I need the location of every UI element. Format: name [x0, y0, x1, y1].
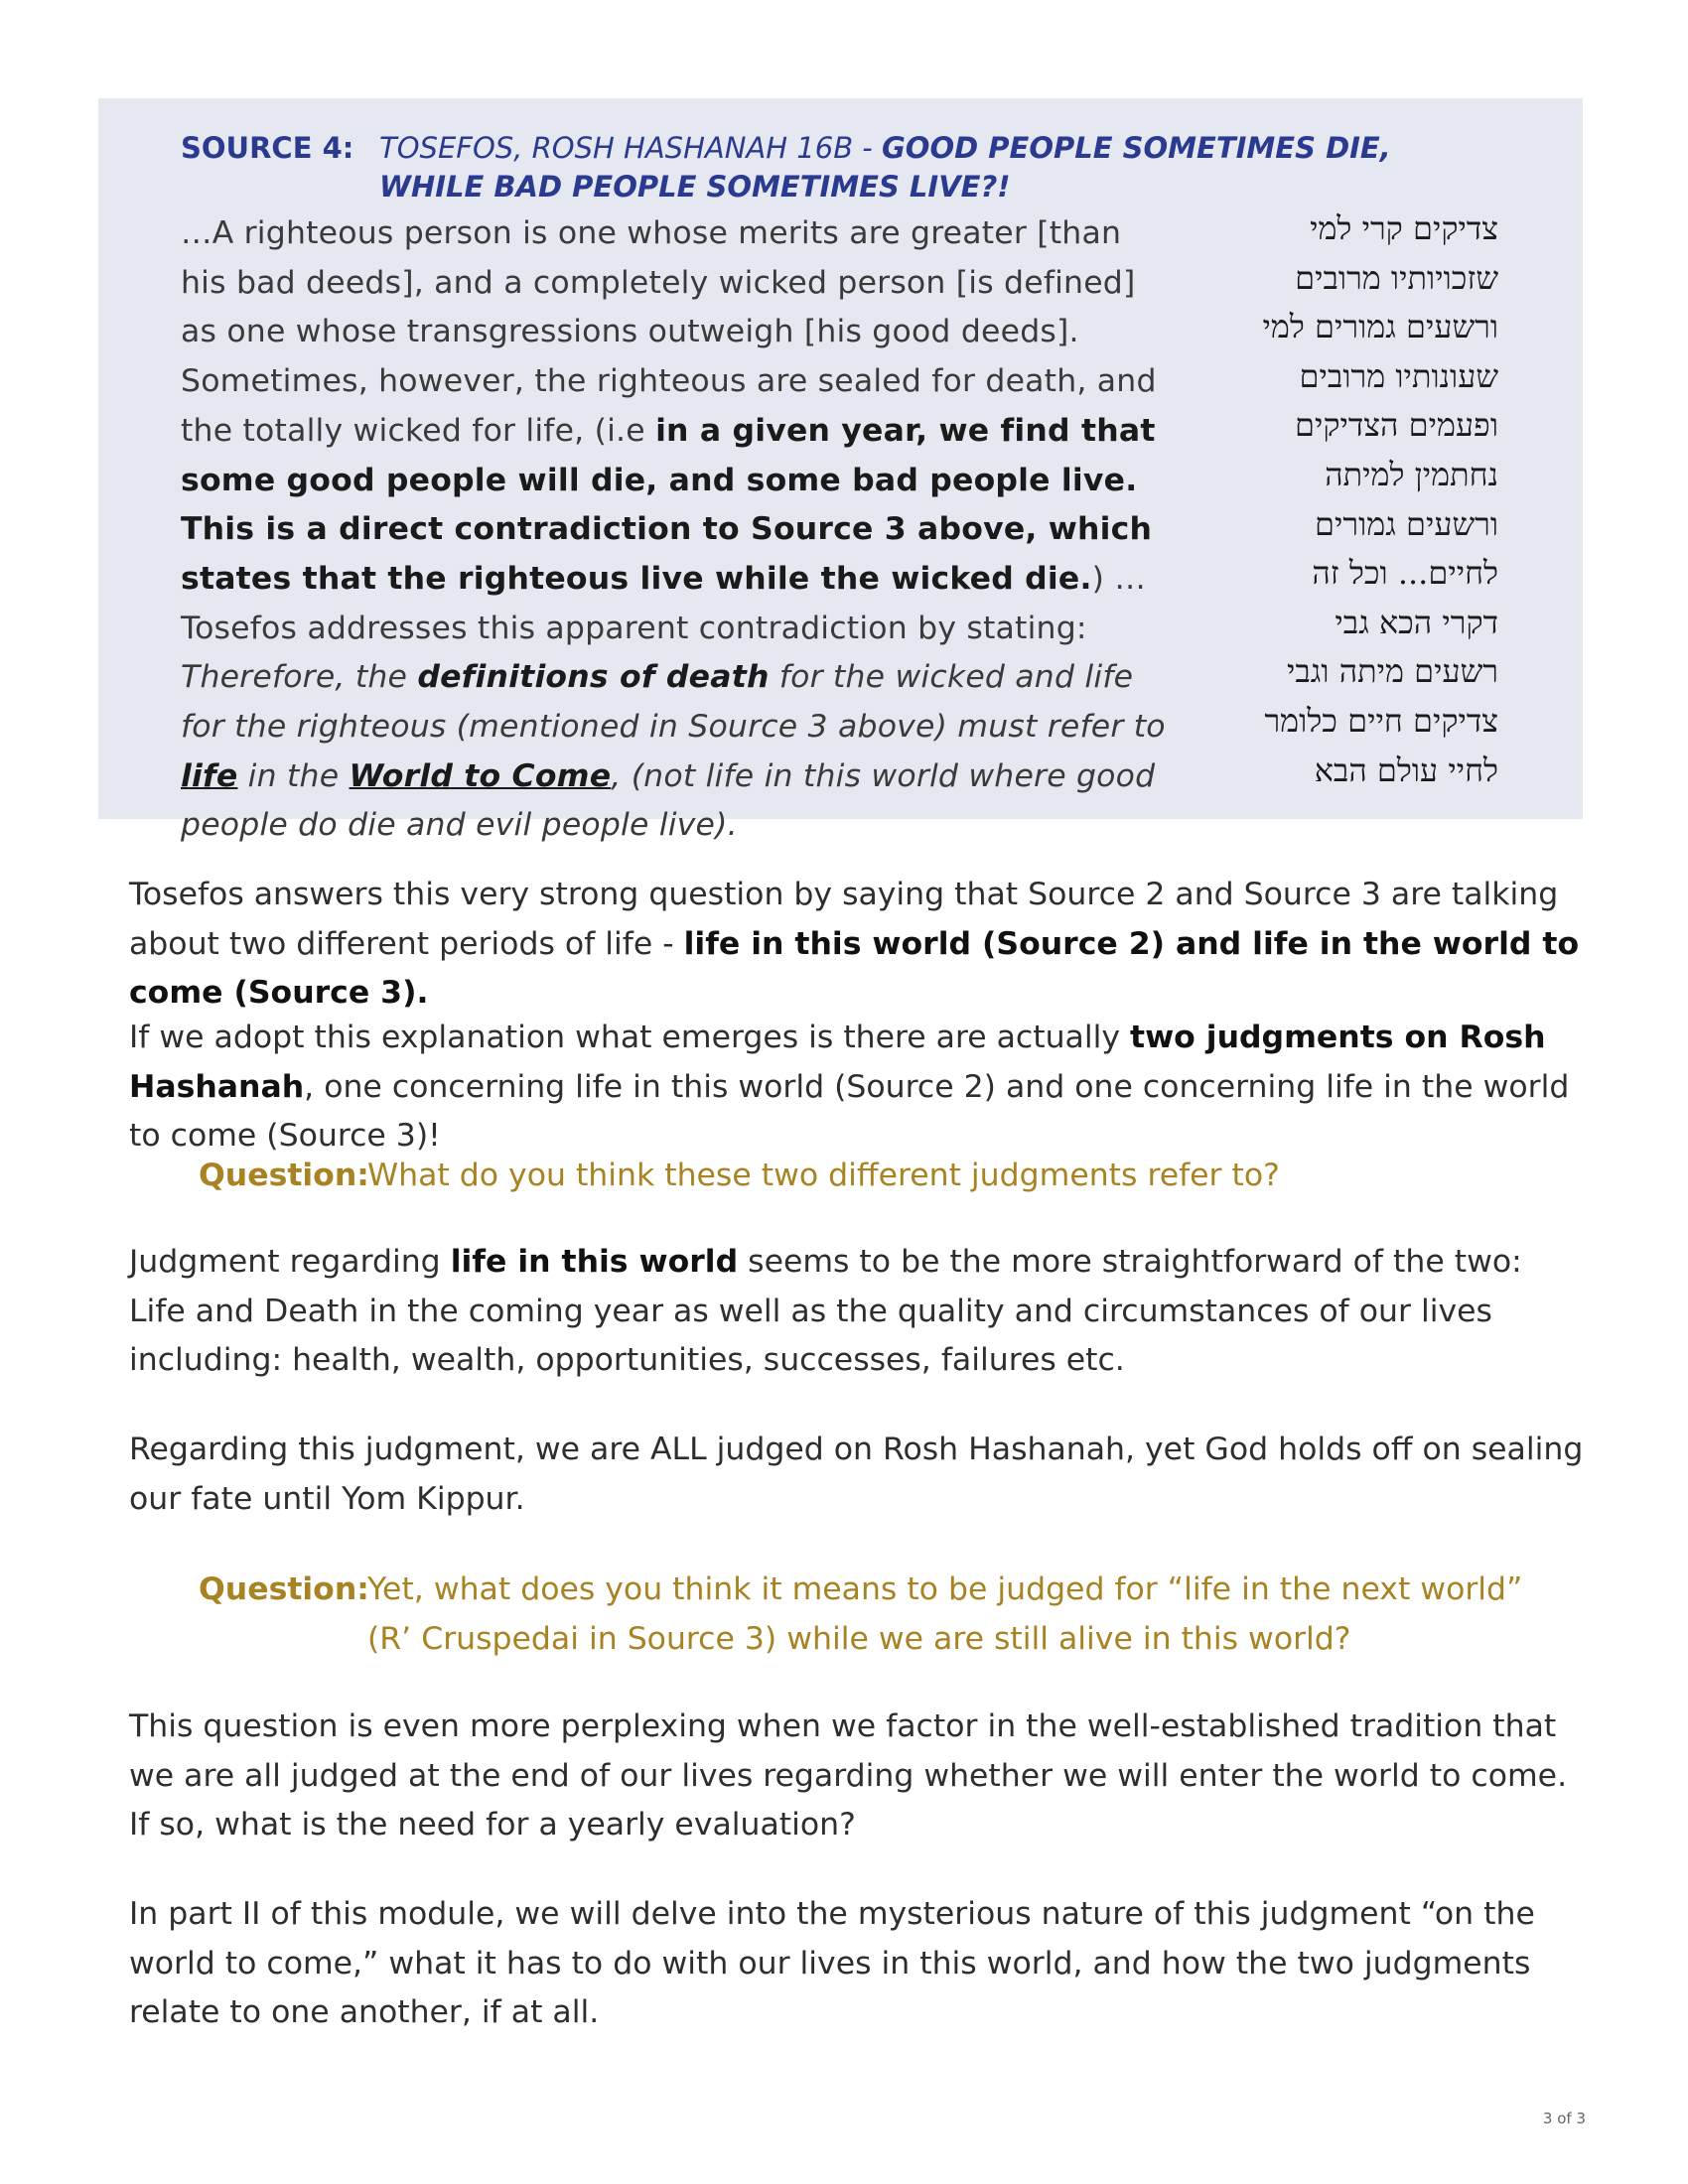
hebrew-line: לחיים... וכל זה [1312, 554, 1498, 593]
question-1 [199, 1152, 1569, 1201]
eng-italic-4: , (not life in this world where good people do die and evil people live). [181, 757, 1156, 844]
hebrew-line: נחתמין למיתה [1325, 455, 1498, 493]
eng-italic-1: Therefore, the [181, 659, 418, 696]
question-label: Question: [199, 1158, 369, 1193]
hebrew-line: צדיקים קרי למי [1310, 209, 1498, 247]
hebrew-line: דקרי הכא גבי [1335, 603, 1498, 641]
paragraph-part-two: In part II of this module, we will delve into the mysterious nature of this judgment “on the world to come,” what it has to do with our lives in this world, and how the two judgments relate to one another, if at all. [129, 1896, 1535, 2030]
eng-bold-1: in a given year, we find that some good people will die, and some bad people live. This is a direct contradiction to Source 3 above, which states that the righteous live while the wicked die. [181, 412, 1156, 597]
hebrew-line: רשעים מיתה וגבי [1286, 652, 1498, 691]
eng-text-2: ) … Tosefos addresses this apparent contradiction by stating: [181, 560, 1147, 646]
hebrew-line: שעונותיו מרובים [1299, 356, 1498, 395]
source-label: SOURCE 4: [181, 131, 354, 165]
eng-text-1: …A righteous person is one whose merits are greater [than his bad deeds], and a completely wicked person [is defined] as one whose transgressions outweigh [his good deeds]. Sometimes, however, the righteous are sealed for death, and the totally wicked for life, (i.e [181, 215, 1157, 449]
p3-bold: life in this world [450, 1244, 739, 1280]
p2-post: , one concerning life in this world (Source 2) and one concerning life in the world to come (Source 3)! [129, 1068, 1570, 1154]
source-citation: TOSEFOS, ROSH HASHANAH 16B - [379, 131, 882, 165]
p3-post: seems to be the more straightforward of the two: Life and Death in the coming year as well as the quality and circumstances of our lives including: health, wealth, opportunities, successes, failures etc. [129, 1244, 1522, 1378]
paragraph-perplexing: This question is even more perplexing when we factor in the well-established tradition that we are all judged at the end of our lives regarding whether we will enter the world to come. If so, what is the need for a yearly evaluation? [129, 1708, 1568, 1843]
p3-pre: Judgment regarding [129, 1244, 451, 1280]
english-translation [181, 209, 1174, 851]
paragraph-two-judgments [129, 1014, 1584, 1161]
source-title-line2: WHILE BAD PEOPLE SOMETIMES LIVE?! [379, 170, 1011, 204]
eng-underline-life: life [181, 757, 238, 794]
source-4-box [98, 98, 1583, 844]
hebrew-line: צדיקים חיים כלומר [1264, 701, 1498, 740]
p1-text: Tosefos answers this very strong question by saying that Source 2 and Source 3 are talking about two different periods of life - [129, 877, 1559, 962]
p2-bold: two judgments on Rosh Hashanah [129, 1020, 1546, 1105]
question-label: Question: [199, 1571, 369, 1607]
eng-italic-2: for the wicked and life for the righteous (mentioned in Source 3 above) must refer to [181, 659, 1166, 746]
eng-bold-italic-1: definitions of death [417, 659, 770, 696]
question-2 [199, 1566, 1569, 1664]
page-number: 3 of 3 [1542, 2110, 1586, 2127]
p2-pre: If we adopt this explanation what emerges is there are actually [129, 1020, 1131, 1055]
hebrew-line: ורשעים גמורים למי [1262, 308, 1498, 346]
question-text: What do you think these two different judgments refer to? [367, 1158, 1280, 1193]
source-title: GOOD PEOPLE SOMETIMES DIE, [882, 131, 1391, 165]
hebrew-text [1121, 205, 1498, 795]
hebrew-line: לחיי עולם הבא [1314, 751, 1498, 789]
question-line-2: (R’ Cruspedai in Source 3) while we are still alive in this world? [367, 1620, 1351, 1657]
source-heading [181, 129, 1472, 206]
paragraph-regarding-judgment: Regarding this judgment, we are ALL judged on Rosh Hashanah, yet God holds off on sealing our fate until Yom Kippur. [129, 1432, 1584, 1517]
hebrew-line: ורשעים גמורים [1315, 504, 1498, 543]
question-line-1: Yet, what does you think it means to be judged for “life in the next world” [367, 1571, 1523, 1607]
hebrew-line: ופעמים הצדיקים [1295, 406, 1498, 445]
paragraph-life-this-world [129, 1238, 1584, 1386]
eng-underline-world-to-come: World to Come [349, 757, 612, 794]
paragraph-tosefos-answer [129, 871, 1584, 1019]
p1-bold: life in this world (Source 2) and life in the world to come (Source 3). [129, 925, 1580, 1011]
hebrew-line: שזכויותיו מרובים [1295, 258, 1498, 297]
eng-italic-3: in the [237, 757, 350, 794]
